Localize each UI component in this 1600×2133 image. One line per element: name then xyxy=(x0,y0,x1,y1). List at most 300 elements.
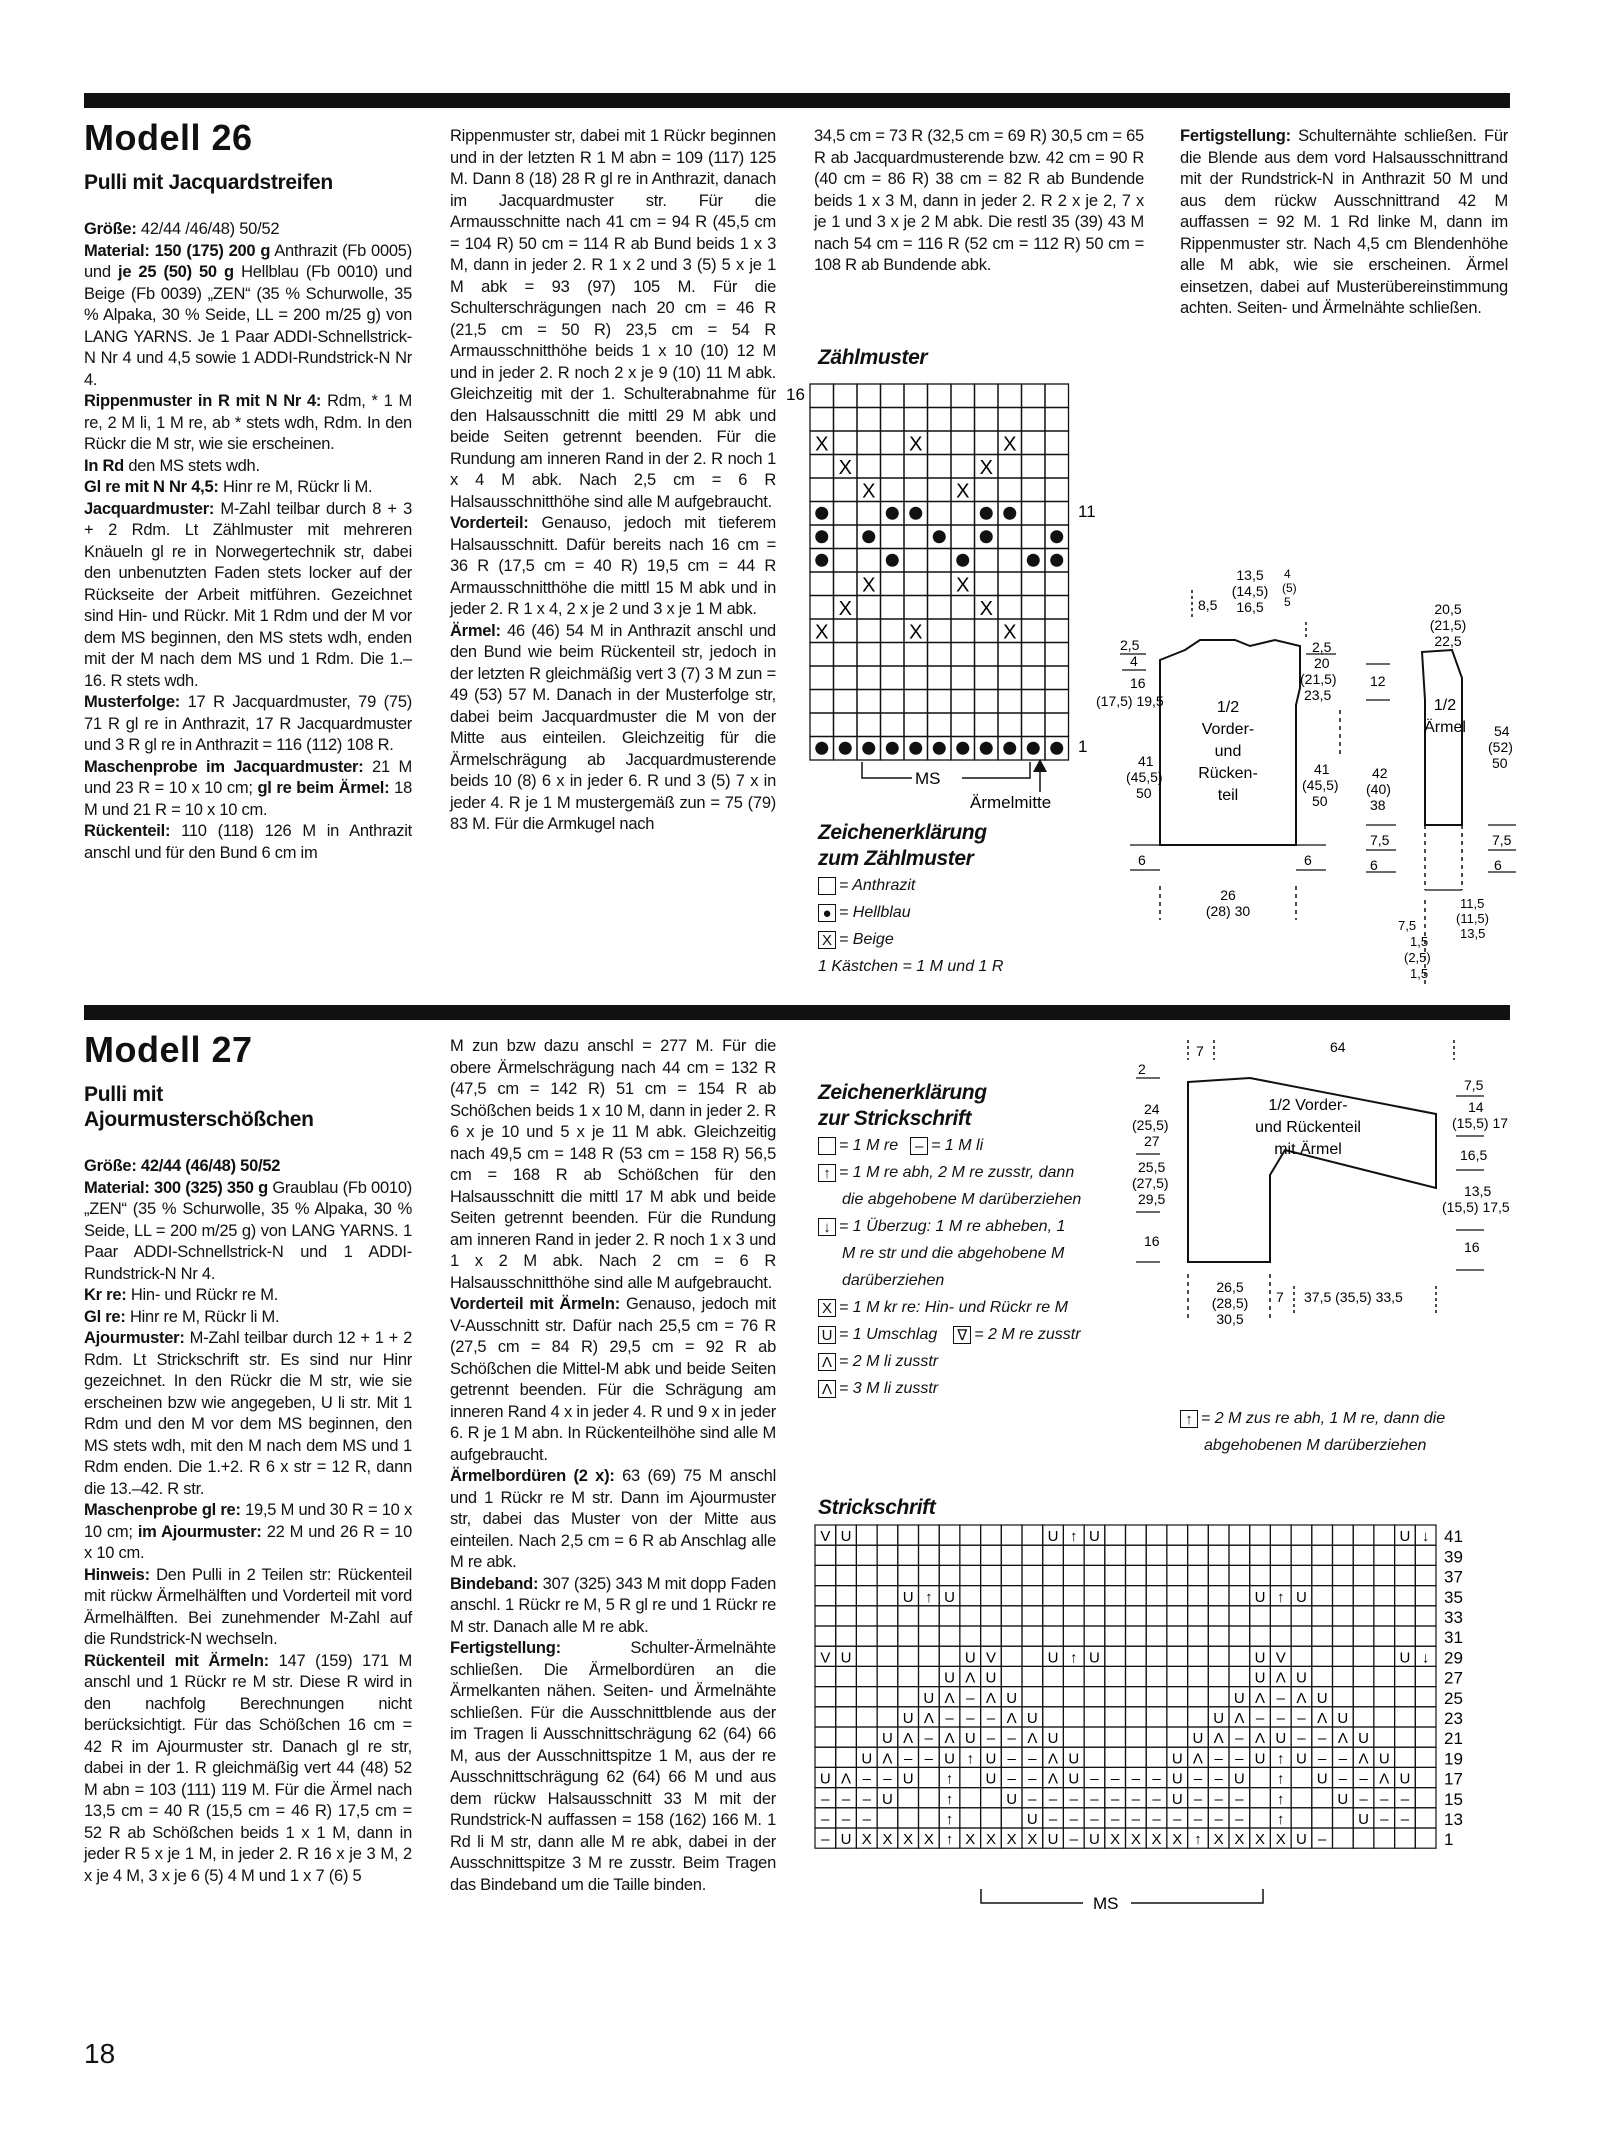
ss-cell xyxy=(1146,1525,1167,1545)
ss-cell xyxy=(1250,1808,1271,1828)
zm-dot xyxy=(933,742,946,755)
ss-symbol: – xyxy=(1028,1790,1037,1808)
ss-cell xyxy=(898,1565,919,1585)
ss-symbol: U xyxy=(882,1790,893,1808)
zm-dot xyxy=(1027,554,1040,567)
svg-text:teil: teil xyxy=(1217,787,1239,804)
ss-symbol: U xyxy=(985,1750,997,1768)
zm-cell xyxy=(928,384,952,408)
ss-symbol: U xyxy=(1171,1750,1183,1768)
ss-symbol: – xyxy=(1110,1770,1120,1788)
ss-symbol: ↑ xyxy=(925,1588,933,1606)
ss-cell xyxy=(1001,1586,1022,1606)
ss-cell xyxy=(1395,1747,1416,1767)
zm-cell xyxy=(951,384,975,408)
svg-text:(21,5): (21,5) xyxy=(1429,617,1467,633)
svg-text:mit Ärmel: mit Ärmel xyxy=(1274,1141,1342,1158)
ss-symbol: X xyxy=(1130,1831,1141,1849)
zm-cell xyxy=(857,502,881,526)
m27-col1-paragraph: Maschenprobe gl re: 19,5 M und 30 R = 10 x 10 cm; im Ajourmuster: 22 M und 26 R = 10 x 10 cm. xyxy=(84,1501,412,1562)
ss-cell xyxy=(1022,1626,1043,1646)
ss-cell xyxy=(1063,1586,1084,1606)
svg-text:29,5: 29,5 xyxy=(1138,1191,1166,1207)
ss-cell xyxy=(1374,1828,1395,1848)
svg-text:1,5: 1,5 xyxy=(1410,966,1429,981)
ss-cell xyxy=(1312,1565,1333,1585)
zm-cell xyxy=(1045,596,1069,620)
lambda-box-icon: Λ xyxy=(818,1353,836,1371)
ss-cell xyxy=(1063,1565,1084,1585)
svg-text:(45,5): (45,5) xyxy=(1302,777,1339,793)
ss-cell xyxy=(1126,1626,1147,1646)
zm-cell xyxy=(857,713,881,737)
ss-symbol: – xyxy=(1338,1750,1348,1768)
ss-cell xyxy=(1353,1626,1374,1646)
zm-cell xyxy=(1022,666,1046,690)
ss-cell xyxy=(1105,1586,1126,1606)
ss-symbol: U xyxy=(1275,1730,1287,1748)
ss-symbol: – xyxy=(1090,1811,1099,1828)
zm-cell xyxy=(975,549,999,573)
zm-dot xyxy=(909,507,922,520)
zm-cell xyxy=(857,690,881,714)
ss-cell xyxy=(1022,1687,1043,1707)
ss-symbol: U xyxy=(840,1649,852,1667)
ss-symbol: U xyxy=(902,1588,914,1606)
ss-cell xyxy=(1250,1626,1271,1646)
m27-col2-paragraph: Fertigstellung: Schulter-Ärmelnähte schließen. Die Ärmelbordüren an die Ärmelkanten nähen. Seiten- und Ärmelnähte schließen. Für die Ausschnittblende aus der im Tragen li Ausschnittschrägung 62 (64) 66 M, aus der Ausschnittspitze 1 M, aus der re Ausschnittschrägung 62 (64) 66 M und aus dem rückw Halsausschnitt 33 M mit der Rundstrick-N auffassen = 158 (162) 166 M. 1 Rd li M str, dann alle M re abk, dabei in der Ausschnittspitze 3 M re zusstr. Beim Tragen das Bindeband um die Taille binden. xyxy=(450,1639,776,1894)
ss-symbol: U xyxy=(882,1730,893,1748)
zm-dot xyxy=(815,742,828,755)
ss-cell xyxy=(1188,1545,1209,1565)
ss-symbol: – xyxy=(1193,1790,1203,1808)
ss-cell xyxy=(1291,1767,1312,1787)
svg-text:16: 16 xyxy=(1464,1239,1480,1255)
svg-text:24: 24 xyxy=(1144,1101,1160,1117)
ss-row-number: 35 xyxy=(1444,1587,1463,1607)
legend-ueberzug: ↓ = 1 Überzug: 1 M re abheben, 1 xyxy=(818,1213,1148,1240)
zm-cell xyxy=(1022,690,1046,714)
ss-cell xyxy=(1312,1646,1333,1666)
m26-legend xyxy=(818,820,1148,980)
ss-symbol: – xyxy=(1235,1750,1244,1768)
zm-cell xyxy=(881,525,905,549)
ss-symbol: Λ xyxy=(923,1710,934,1727)
ss-symbol: ↑ xyxy=(1277,1770,1285,1788)
zm-cell xyxy=(951,408,975,432)
zm-cell xyxy=(928,643,952,667)
svg-text:64: 64 xyxy=(1330,1039,1346,1055)
svg-text:50: 50 xyxy=(1492,755,1508,771)
ss-cell xyxy=(1001,1606,1022,1626)
ss-cell xyxy=(1043,1626,1064,1646)
zm-cell xyxy=(1022,643,1046,667)
ss-cell xyxy=(1167,1565,1188,1585)
svg-text:16,5: 16,5 xyxy=(1236,599,1264,615)
svg-text:7,5: 7,5 xyxy=(1398,918,1417,933)
ss-cell xyxy=(1395,1586,1416,1606)
svg-text:(25,5): (25,5) xyxy=(1132,1117,1169,1133)
lambda-box-icon: Λ xyxy=(818,1380,836,1398)
svg-text:41: 41 xyxy=(1314,761,1330,777)
ss-cell xyxy=(1126,1606,1147,1626)
ss-cell xyxy=(1312,1545,1333,1565)
ss-symbol: U xyxy=(1171,1770,1183,1788)
m27-column-1 xyxy=(84,1028,412,1887)
zm-cell xyxy=(1022,431,1046,455)
ss-symbol: U xyxy=(1089,1831,1100,1849)
ss-cell xyxy=(856,1727,877,1747)
zm-dot xyxy=(1003,507,1016,520)
ss-cell xyxy=(1395,1666,1416,1686)
ss-cell xyxy=(898,1646,919,1666)
ss-cell xyxy=(919,1666,940,1686)
zm-cell xyxy=(975,643,999,667)
svg-text:(28) 30: (28) 30 xyxy=(1205,903,1251,919)
zm-cell xyxy=(904,690,928,714)
ss-symbol: – xyxy=(1131,1790,1141,1808)
ss-cell xyxy=(939,1626,960,1646)
ss-symbol: – xyxy=(1214,1811,1223,1828)
ss-cell xyxy=(1312,1525,1333,1545)
ss-symbol: – xyxy=(1214,1790,1223,1808)
legend-umschlag: U = 1 Umschlag ∇ = 2 M re zusstr xyxy=(818,1321,1148,1348)
svg-text:(52): (52) xyxy=(1488,739,1513,755)
ss-row-number: 15 xyxy=(1444,1789,1463,1809)
zm-cell xyxy=(834,478,858,502)
ss-symbol: X xyxy=(903,1831,914,1849)
ss-cell xyxy=(1001,1808,1022,1828)
zm-cell xyxy=(928,572,952,596)
m27-col1-paragraph: Rückenteil mit Ärmeln: 147 (159) 171 M anschl und 1 Rückr re M str. Diese R wird in den nachfolg Berechnungen nicht berücksichtigt. Für das Schößchen 16 cm = 42 R im Ajourmuster str. Danach gl re str, dabei in der 1. R gleichmäßig vert 44 (48) 52 M abn = 103 (111) 119 M. Für die Ärmel nach 13,5 cm = 40 R (15,5 cm = 46 R) 17,5 cm = 52 R ab Schößchen beids 1 x 1 M, dann in jeder R 5 x je 1 M, in jeder 2. R 16 x je 3 M, 2 x je 4 M, 3 x je 6 (5) 4 M und 1 x 7 (6) 5 xyxy=(84,1651,412,1885)
zm-cell xyxy=(881,643,905,667)
ss-cell xyxy=(1001,1525,1022,1545)
up-arrow-box-icon: ↑ xyxy=(818,1164,836,1182)
svg-text:(15,5) 17,5: (15,5) 17,5 xyxy=(1442,1199,1510,1215)
ss-symbol: – xyxy=(1131,1770,1141,1788)
ss-symbol: U xyxy=(1399,1770,1411,1788)
zm-cell xyxy=(1022,596,1046,620)
ss-cell xyxy=(1126,1727,1147,1747)
ss-cell xyxy=(1415,1707,1436,1727)
svg-text:(14,5): (14,5) xyxy=(1231,583,1269,599)
zm-dot xyxy=(862,742,875,755)
ss-cell xyxy=(1105,1747,1126,1767)
ss-symbol: ↑ xyxy=(945,1770,954,1788)
ss-cell xyxy=(1333,1525,1354,1545)
svg-text:30,5: 30,5 xyxy=(1216,1311,1244,1327)
zm-cell xyxy=(975,572,999,596)
ss-symbol: V xyxy=(1275,1649,1286,1667)
v-box-icon: ∇ xyxy=(953,1326,971,1344)
ss-symbol: U xyxy=(1296,1588,1307,1606)
ss-cell xyxy=(1229,1646,1250,1666)
strickschrift-title: Strickschrift xyxy=(818,1496,936,1519)
ss-symbol: Λ xyxy=(1048,1770,1059,1788)
ss-cell xyxy=(1415,1606,1436,1626)
ss-symbol: – xyxy=(986,1710,996,1727)
ss-symbol: – xyxy=(1214,1770,1223,1788)
svg-text:6: 6 xyxy=(1494,857,1502,873)
ss-cell xyxy=(919,1626,940,1646)
zm-cell xyxy=(928,596,952,620)
ss-symbol: – xyxy=(1069,1790,1078,1808)
ss-symbol: ↓ xyxy=(1421,1649,1430,1667)
svg-text:11,5: 11,5 xyxy=(1460,896,1485,911)
ss-cell xyxy=(1105,1545,1126,1565)
ss-cell xyxy=(1270,1545,1291,1565)
ss-symbol: – xyxy=(966,1689,975,1707)
ss-symbol: U xyxy=(1378,1750,1390,1768)
ss-symbol: U xyxy=(1068,1770,1080,1788)
zm-cell xyxy=(951,596,975,620)
ss-symbol: Λ xyxy=(1255,1689,1266,1707)
svg-text:20,5: 20,5 xyxy=(1434,601,1462,617)
ss-symbol: Λ xyxy=(1275,1669,1286,1687)
ss-cell xyxy=(1333,1626,1354,1646)
ss-symbol: Λ xyxy=(944,1689,955,1707)
ss-row-number: 25 xyxy=(1444,1688,1463,1708)
ss-symbol: – xyxy=(1152,1770,1161,1788)
ss-cell xyxy=(1415,1828,1436,1848)
svg-text:(40): (40) xyxy=(1366,781,1391,797)
m27-col1-paragraph: Material: 300 (325) 350 g Graublau (Fb 0010) „ZEN“ (35 % Schurwolle, 35 % Alpaka, 30 % Seide, LL = 200 m/25 g) von LANG YARNS. 1 Paar ADDI-Schnellstrick-N und 1 ADDI-Rundstrick-N Nr 4. xyxy=(84,1178,412,1283)
zm-cell xyxy=(881,384,905,408)
ss-cell xyxy=(1312,1666,1333,1686)
zm-cell xyxy=(857,619,881,643)
ss-cell xyxy=(1084,1666,1105,1686)
ss-cell xyxy=(1208,1565,1229,1585)
ss-cell xyxy=(1374,1687,1395,1707)
ss-symbol: – xyxy=(1048,1811,1058,1828)
ss-cell xyxy=(1270,1565,1291,1585)
ss-cell xyxy=(1126,1525,1147,1545)
ss-row-number: 27 xyxy=(1444,1668,1463,1688)
dot-box-icon: ● xyxy=(818,904,836,922)
ss-cell xyxy=(877,1808,898,1828)
ss-cell xyxy=(1022,1565,1043,1585)
ss-symbol: U xyxy=(944,1588,955,1606)
ss-cell xyxy=(939,1646,960,1666)
ss-cell xyxy=(1167,1687,1188,1707)
ss-cell xyxy=(1105,1565,1126,1585)
ss-cell xyxy=(856,1525,877,1545)
svg-text:26,5: 26,5 xyxy=(1216,1279,1244,1295)
ss-symbol: U xyxy=(1316,1689,1328,1707)
ss-cell xyxy=(1333,1687,1354,1707)
ss-cell xyxy=(1043,1606,1064,1626)
ss-cell xyxy=(1353,1666,1374,1686)
legend-anthrazit: = Anthrazit xyxy=(818,872,1148,899)
ss-cell xyxy=(1291,1808,1312,1828)
m27-col2-text xyxy=(450,1036,776,1896)
m26-col3-paragraph: 34,5 cm = 73 R (32,5 cm = 69 R) 30,5 cm = 65 R ab Jacquardmusterende bzw. 42 cm = 90 R (40 cm = 86 R) 38 cm = 82 R ab Bundende beids 1 x 3 M, dann in jeder 2. R 2 x je 2, 7 x je 1 und 3 x je 2 M abk. Die restl 35 (39) 43 M nach 54 cm = 116 R (52 cm = 112 R) 50 cm = 108 R ab Bundende abk. xyxy=(814,127,1144,274)
ss-cell xyxy=(1250,1606,1271,1626)
ss-cell xyxy=(960,1808,981,1828)
ss-cell xyxy=(1312,1626,1333,1646)
ss-symbol: U xyxy=(1047,1649,1059,1667)
ss-symbol: U xyxy=(1026,1710,1038,1727)
zm-dot xyxy=(980,507,993,520)
zm-cell xyxy=(857,384,881,408)
ss-symbol: U xyxy=(964,1730,976,1748)
zm-cell xyxy=(881,478,905,502)
ss-symbol: – xyxy=(821,1790,830,1808)
svg-text:6: 6 xyxy=(1138,852,1146,868)
ss-cell xyxy=(1063,1707,1084,1727)
zm-aermelmitte-label: Ärmelmitte xyxy=(970,793,1052,812)
zm-x-mark: X xyxy=(979,598,993,620)
ss-cell xyxy=(1395,1626,1416,1646)
zm-cell xyxy=(857,666,881,690)
ss-cell xyxy=(960,1545,981,1565)
zm-cell xyxy=(975,478,999,502)
zm-cell xyxy=(928,478,952,502)
ss-symbol: – xyxy=(1297,1710,1306,1727)
svg-text:6: 6 xyxy=(1304,852,1312,868)
m26-col1-paragraph: Maschenprobe im Jacquardmuster: 21 M und 23 R = 10 x 10 cm; gl re beim Ärmel: 18 M und 21 R = 10 x 10 cm. xyxy=(84,757,412,819)
ss-cell xyxy=(981,1525,1002,1545)
svg-text:22,5: 22,5 xyxy=(1434,633,1462,649)
ss-cell xyxy=(1146,1666,1167,1686)
ss-cell xyxy=(1250,1565,1271,1585)
m26-column-2 xyxy=(450,126,776,836)
ss-cell xyxy=(1167,1666,1188,1686)
zm-cell xyxy=(998,408,1022,432)
zm-cell xyxy=(998,713,1022,737)
ss-row-number: 39 xyxy=(1444,1547,1463,1567)
ss-symbol: – xyxy=(1400,1790,1410,1808)
svg-text:(15,5) 17: (15,5) 17 xyxy=(1452,1115,1509,1131)
ss-cell xyxy=(1084,1565,1105,1585)
ss-symbol: Λ xyxy=(944,1730,955,1748)
ss-cell xyxy=(981,1545,1002,1565)
ss-symbol: – xyxy=(945,1710,954,1727)
ss-symbol: ↑ xyxy=(1070,1528,1078,1546)
ss-symbol: U xyxy=(985,1770,997,1788)
ss-cell xyxy=(1415,1767,1436,1787)
zm-x-mark: X xyxy=(815,433,829,456)
ss-cell xyxy=(1167,1545,1188,1565)
m27-col1-text xyxy=(84,1156,412,1887)
ss-cell xyxy=(1167,1586,1188,1606)
ss-symbol: X xyxy=(1275,1831,1286,1849)
ss-cell xyxy=(981,1788,1002,1808)
svg-text:7,5: 7,5 xyxy=(1370,832,1390,848)
ss-row-number: 33 xyxy=(1444,1608,1463,1627)
ss-cell xyxy=(1395,1727,1416,1747)
ss-symbol: U xyxy=(1254,1649,1266,1667)
ss-cell xyxy=(919,1767,940,1787)
m27-col1-paragraph: Größe: 42/44 (46/48) 50/52 xyxy=(84,1157,281,1175)
svg-text:2,5: 2,5 xyxy=(1312,639,1332,655)
ss-cell xyxy=(1374,1606,1395,1626)
ss-cell xyxy=(836,1606,857,1626)
svg-text:1,5: 1,5 xyxy=(1410,934,1429,949)
ss-cell xyxy=(1126,1687,1147,1707)
ss-cell xyxy=(1208,1606,1229,1626)
ss-symbol: U xyxy=(1254,1588,1266,1606)
ss-cell xyxy=(1167,1646,1188,1666)
ss-symbol: – xyxy=(1317,1730,1327,1748)
zm-cell xyxy=(1045,431,1069,455)
m26-col3-text xyxy=(814,126,1144,277)
zm-cell xyxy=(1045,502,1069,526)
zm-cell xyxy=(1045,666,1069,690)
svg-text:1/2: 1/2 xyxy=(1433,697,1457,714)
ss-cell xyxy=(1084,1747,1105,1767)
ss-cell xyxy=(1043,1707,1064,1727)
zm-cell xyxy=(951,666,975,690)
ss-cell xyxy=(877,1525,898,1545)
ss-symbol: U xyxy=(1233,1689,1245,1707)
ss-cell xyxy=(856,1545,877,1565)
zm-cell xyxy=(810,690,834,714)
ss-cell xyxy=(939,1545,960,1565)
m27-schematic xyxy=(1120,1030,1520,1360)
ss-cell xyxy=(1291,1525,1312,1545)
ss-cell xyxy=(1126,1586,1147,1606)
ss-symbol: ↑ xyxy=(945,1811,954,1828)
ss-cell xyxy=(919,1808,940,1828)
ss-cell xyxy=(815,1565,836,1585)
m27-col2-paragraph: Bindeband: 307 (325) 343 M mit dopp Faden anschl. 1 Rückr re M, 5 R gl re und 1 Rückr re M str. Danach alle M re abk. xyxy=(450,1574,776,1636)
m26-column-1 xyxy=(84,116,412,864)
ss-symbol: X xyxy=(861,1831,872,1849)
ss-cell xyxy=(1188,1525,1209,1545)
zm-dot xyxy=(862,530,875,543)
ss-cell xyxy=(1022,1586,1043,1606)
ss-cell xyxy=(836,1565,857,1585)
ss-cell xyxy=(856,1646,877,1666)
ss-symbol: – xyxy=(1090,1770,1099,1788)
m26-col2-paragraph: Vorderteil: Genauso, jedoch mit tieferem Halsausschnitt. Dafür bereits nach 16 cm = 36 R (17,5 cm = 40 R) 19,5 cm = 44 R Armausschnitthöhe die mittl 15 M abk und in jeder 2. R 1 x 4, 2 x je 2 und 3 x je 1 M abk. xyxy=(450,514,776,618)
ss-cell xyxy=(1146,1586,1167,1606)
svg-text:4: 4 xyxy=(1130,653,1138,669)
zm-cell xyxy=(881,713,905,737)
ss-cell xyxy=(960,1606,981,1626)
m26-column-4 xyxy=(1180,126,1508,320)
ss-cell xyxy=(1395,1707,1416,1727)
ss-cell xyxy=(1126,1646,1147,1666)
ss-cell xyxy=(1126,1747,1147,1767)
zm-cell xyxy=(998,384,1022,408)
legend-kr-re: X = 1 M kr re: Hin- und Rückr re M xyxy=(818,1294,1148,1321)
m26-col1-paragraph: Musterfolge: 17 R Jacquardmuster, 79 (75) 71 R gl re in Anthrazit, 17 R Jacquardmuster und 3 R gl re in Anthrazit = 116 (112) 108 R. xyxy=(84,693,412,754)
svg-text:1/2: 1/2 xyxy=(1216,699,1240,716)
zaehlmuster-title: Zählmuster xyxy=(818,346,928,369)
ss-symbol: – xyxy=(1297,1730,1306,1748)
ss-cell xyxy=(1208,1525,1229,1545)
zm-cell xyxy=(1022,525,1046,549)
ss-cell xyxy=(1105,1687,1126,1707)
ss-cell xyxy=(1146,1606,1167,1626)
zm-cell xyxy=(951,502,975,526)
ss-symbol: Λ xyxy=(882,1750,893,1768)
x-box-icon: X xyxy=(818,1299,836,1317)
ss-cell xyxy=(1084,1606,1105,1626)
ss-symbol: U xyxy=(1296,1831,1307,1849)
zm-dot xyxy=(1050,554,1063,567)
ss-cell xyxy=(1105,1727,1126,1747)
ss-symbol: U xyxy=(1192,1730,1204,1748)
ss-symbol: U xyxy=(1254,1750,1266,1768)
ss-symbol: U xyxy=(985,1669,997,1687)
svg-text:20: 20 xyxy=(1314,655,1330,671)
svg-text:54: 54 xyxy=(1494,723,1510,739)
zm-x-mark: X xyxy=(956,480,970,503)
ss-cell xyxy=(1333,1586,1354,1606)
